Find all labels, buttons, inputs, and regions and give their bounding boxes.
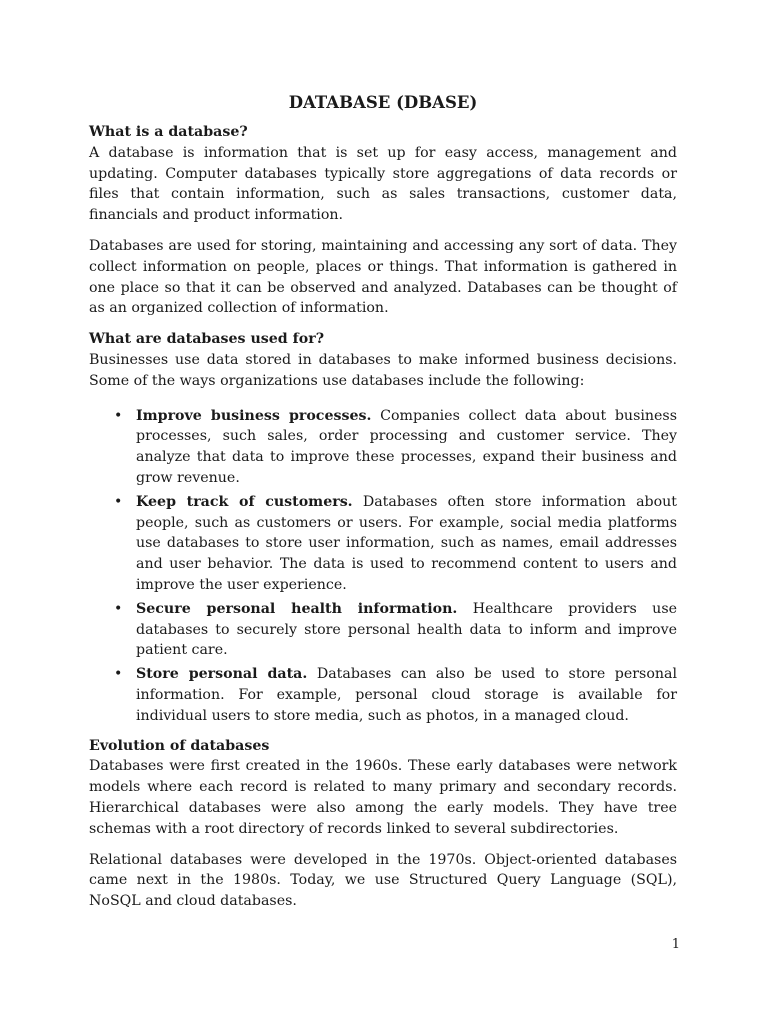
list-item [114,599,677,661]
page-number: 1 [671,937,680,952]
list-item-text: Databases can also be used to store personal information. For example, personal cloud storage is available for individual users to store media, such as photos, in a managed cloud. [136,666,677,724]
section-heading-what-is-database: What is a database? [89,124,248,140]
list-item-lead: Improve business processes. [136,407,372,424]
list-item-lead: Secure personal health information. [136,600,458,617]
document-page [89,92,677,922]
paragraph-evolution-early: Databases were first created in the 1960s. These early databases were network models where each record is related to many primary and secondary records. Hierarchical databases were also among the early models. They have tree schemas with a root directory of records linked to several subdirectories. [89,758,677,837]
paragraph-uses-intro: Businesses use data stored in databases to make informed business decisions. Some of the ways organizations use databases include the following: [89,351,677,389]
bullet-icon: • [114,407,123,424]
list-item [114,492,677,596]
paragraph-definition: A database is information that is set up for easy access, management and updating. Computer databases typically store aggregations of data records or files that contain information, such as sales transactions, customer data, financials and product information. [89,144,677,224]
list-item [114,406,677,489]
paragraph-usage: Databases are used for storing, maintaining and accessing any sort of data. They collect information on people, places or things. That information is gathered in one place so that it can be observed and analyzed. Databases can be thought of as an organized collection of information. [89,237,677,317]
section-heading-evolution: Evolution of databases [89,737,270,754]
uses-list [89,406,677,727]
list-item-text: Healthcare providers use databases to securely store personal health data to inform and improve patient care. [136,600,677,659]
bullet-icon: • [114,666,123,683]
page-title: DATABASE (DBASE) [288,93,478,112]
section-heading-uses: What are databases used for? [89,331,325,348]
paragraph-evolution-modern: Relational databases were developed in the 1970s. Object-oriented databases came next in the 1980s. Today, we use Structured Query Language (SQL), NoSQL and cloud databases. [89,851,677,910]
bullet-icon: • [114,600,123,617]
list-item [114,664,677,726]
list-item-lead: Keep track of customers. [136,493,353,510]
bullet-icon: • [114,493,123,510]
list-item-text: Companies collect data about business processes, such sales, order processing and customer service. They analyze that data to improve these processes, expand their business and grow revenue. [136,407,677,486]
list-item-text: Databases often store information about people, such as customers or users. For example, social media platforms use databases to store user information, such as names, email addresses and user behavior. The data is used to recommend content to users and improve the user experience. [136,493,677,593]
list-item-lead: Store personal data. [136,666,308,683]
